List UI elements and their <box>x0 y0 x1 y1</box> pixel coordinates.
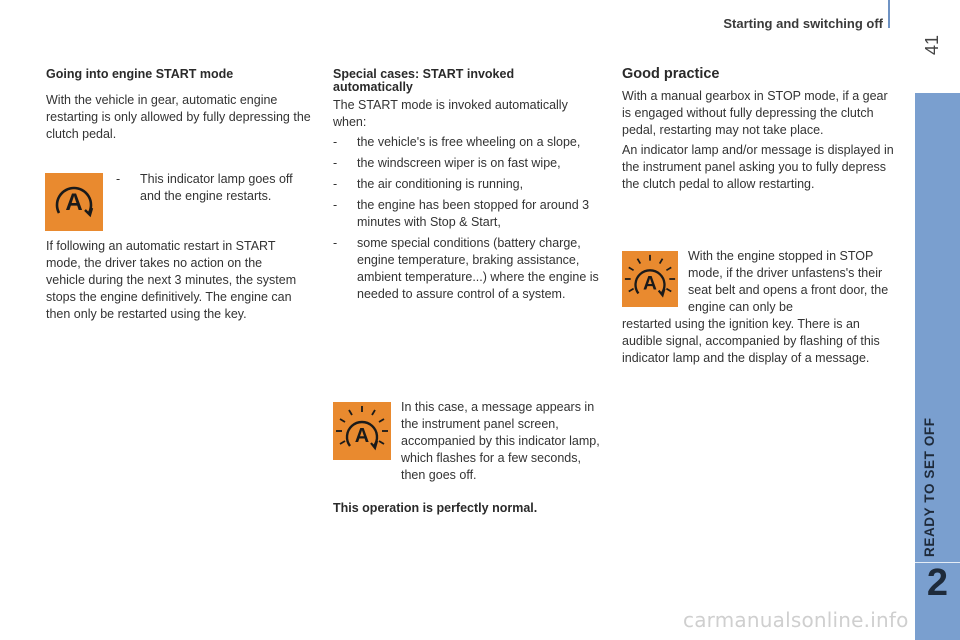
list-item: - the windscreen wiper is on fast wipe, <box>333 155 605 172</box>
chapter-number: 2 <box>926 562 949 604</box>
auto-start-flashing-lamp-icon <box>333 402 391 460</box>
heading-start-mode: Going into engine START mode <box>46 67 234 81</box>
heading-special-cases: Special cases: START invoked automatically <box>333 67 515 94</box>
start-mode-paragraph: If following an automatic restart in START mode, the driver takes no action on the vehicle during the next 3 minutes, the system stops the engine definitively. The engine can then only be restarted using the key. <box>46 239 297 321</box>
start-lamp-note-text: - This indicator lamp goes off and the engine restarts. <box>116 171 316 205</box>
special-cases-list <box>333 134 605 307</box>
list-item: - the air conditioning is running, <box>333 176 605 193</box>
good-practice-p2: An indicator lamp and/or message is displayed in the instrument panel asking you to fully depress the clutch pedal to allow restarting. <box>622 143 894 191</box>
page-number: 41 <box>922 34 942 55</box>
svg-text:A: A <box>354 425 370 447</box>
flashing-lamp-note: In this case, a message appears in the instrument panel screen, accompanied by this indicator lamp, which flashes for a few seconds, then goes off. <box>401 400 600 482</box>
auto-start-flashing-lamp-icon <box>622 251 678 307</box>
running-header: Starting and switching off <box>723 16 883 31</box>
good-practice-p1: With a manual gearbox in STOP mode, if a gear is engaged without fully depressing the clutch pedal, restarting may not take place. <box>622 89 888 137</box>
special-cases-intro: The START mode is invoked automatically when: <box>333 98 568 129</box>
list-item: - some special conditions (battery charge, engine temperature, braking assistance, ambient temperature...) where the engine is needed to assure control of a system. <box>333 235 605 303</box>
list-item: - the engine has been stopped for around 3 minutes with Stop & Start, <box>333 197 605 231</box>
svg-text:A: A <box>65 189 83 216</box>
start-mode-intro: With the vehicle in gear, automatic engine restarting is only allowed by fully depressing the clutch pedal. <box>46 93 311 141</box>
operation-normal-note: This operation is perfectly normal. <box>333 501 538 515</box>
seatbelt-lamp-note: With the engine stopped in STOP mode, if the driver unfastens's their seat belt and opens a front door, the engine can only be <box>688 249 889 314</box>
header-divider <box>888 0 890 28</box>
watermark: carmanualsonline.info <box>683 608 909 632</box>
svg-text:A: A <box>643 273 657 295</box>
seatbelt-lamp-note-continued: restarted using the ignition key. There is an audible signal, accompanied by flashing of this indicator lamp and the display of a message. <box>622 317 880 365</box>
list-item: - the vehicle's is free wheeling on a slope, <box>333 134 605 151</box>
auto-start-lamp-icon <box>45 173 103 231</box>
heading-good-practice: Good practice <box>622 66 720 82</box>
chapter-tab <box>915 93 960 640</box>
chapter-tab-label: READY TO SET OFF <box>922 417 937 557</box>
start-lamp-note <box>116 171 316 209</box>
